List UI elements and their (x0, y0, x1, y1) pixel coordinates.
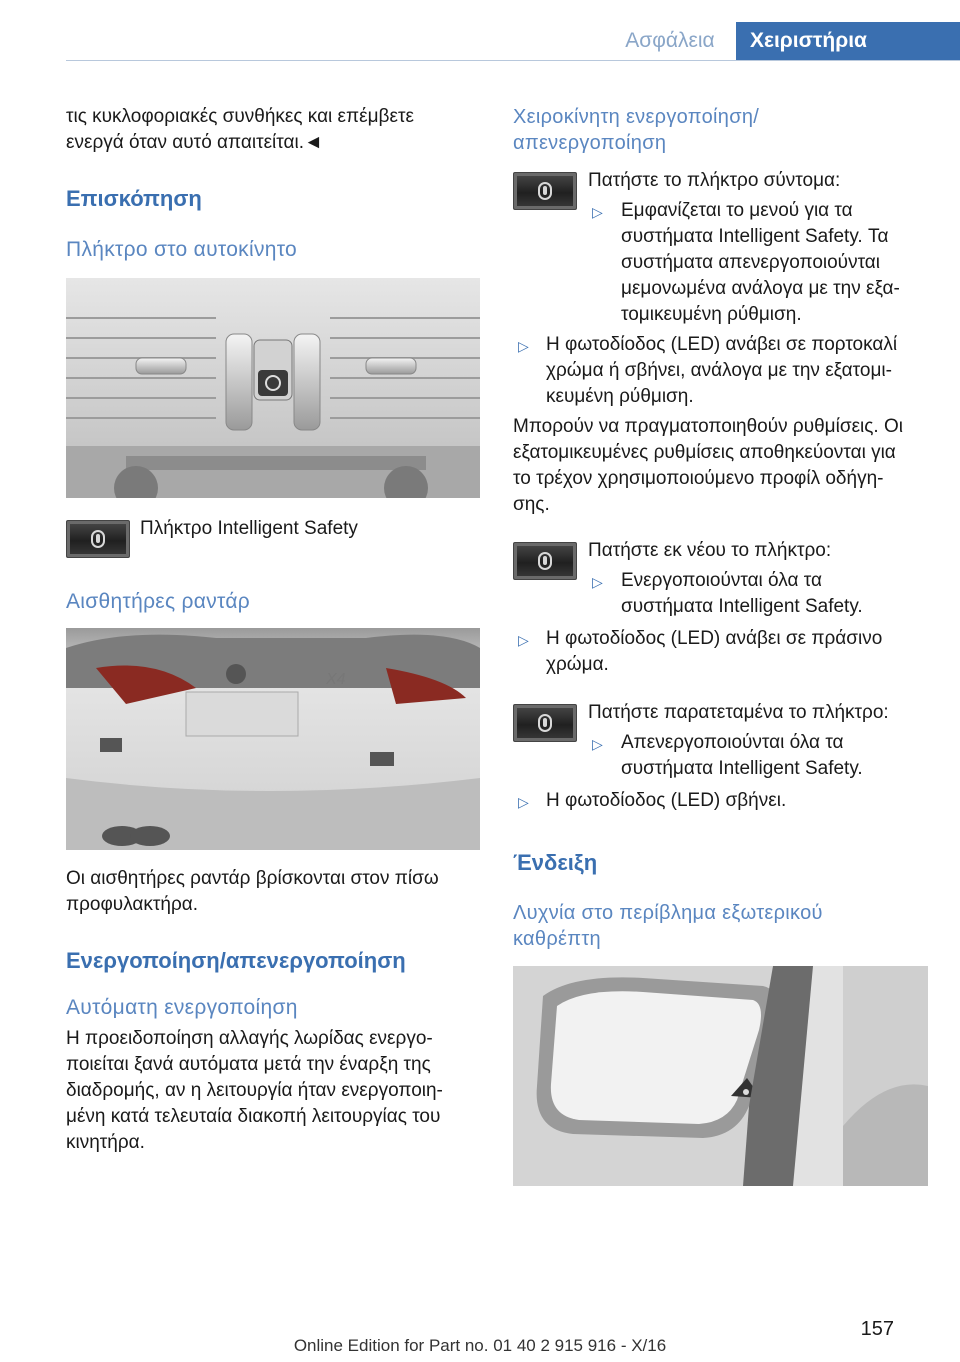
step2-bullet2: Η φωτοδίοδος (LED) ανάβει σε πράσινο χρώμα. (546, 628, 883, 675)
safety-glyph-icon (538, 182, 552, 200)
edition-footer: Online Edition for Part no. 01 40 2 915 916 - X/16 (293, 1336, 667, 1355)
heading-mirror: Λυχνία στο περίβλημα εξωτερικού καθρέπτη (513, 902, 823, 950)
step1-text: Πατήστε το πλήκτρο σύντομα: (588, 170, 841, 191)
step3-button-icon (513, 704, 577, 742)
safety-glyph-icon (91, 530, 105, 548)
safety-glyph-icon (538, 552, 552, 570)
step2-bullet1: Ενεργοποιούνται όλα τα συστήματα Intelligent Safety. (621, 570, 863, 617)
step3-bullet1: Απενεργοποιούνται όλα τα συστήματα Intelligent Safety. (621, 732, 863, 779)
heading-display: Ένδειξη (513, 850, 598, 875)
step1-button-icon (513, 172, 577, 210)
auto-text: Η προειδοποίηση αλλαγής λωρίδας ενεργο- ποιείται ξανά αυτόματα μετά την έναρξη της διαδρομής, αν η λειτουργία ήταν ενεργοποιη- μένη κατά τελευταία διακοπή λειτουργίας του κινητήρα. (66, 1028, 443, 1153)
heading-auto: Αυτόματη ενεργοποίηση (66, 996, 298, 1019)
bullet-icon: ▷ (518, 338, 529, 354)
header-tab-operation[interactable]: Χειριστήρια (736, 22, 960, 60)
heading-onoff: Ενεργοποίηση/απενεργοποίηση (66, 948, 406, 973)
bullet-icon: ▷ (592, 736, 603, 752)
rear-car-illustration (66, 628, 480, 850)
caption-button: Πλήκτρο Intelligent Safety (140, 518, 358, 539)
step3-text: Πατήστε παρατεταμένα το πλήκτρο: (588, 702, 889, 723)
radar-text: Οι αισθητήρες ραντάρ βρίσκονται στον πίσω προφυλακτήρα. (66, 868, 439, 915)
heading-overview: Επισκόπηση (66, 186, 202, 211)
bullet-icon: ▷ (518, 794, 529, 810)
heading-radar: Αισθητήρες ραντάρ (66, 590, 250, 613)
model-badge: X4 (326, 671, 346, 688)
rear-car-photo (66, 628, 480, 850)
step2-button-icon (513, 542, 577, 580)
bullet-icon: ▷ (518, 632, 529, 648)
step3-bullet2: Η φωτοδίοδος (LED) σβήνει. (546, 790, 787, 811)
step1-bullet1: Εμφανίζεται το μενού για τα συστήματα Intelligent Safety. Τα συστήματα απενεργοποιούνται μεμονωμένα ανάλογα με την εξα- τομικευμένη ρύθμιση. (621, 200, 900, 325)
safety-glyph-icon (538, 714, 552, 732)
bullet-icon: ▷ (592, 574, 603, 590)
header-tab-safety[interactable]: Ασφάλεια (625, 29, 715, 52)
mirror-photo (513, 966, 928, 1186)
intro-text: τις κυκλοφοριακές συνθήκες και επέμβετε ενεργά όταν αυτό απαιτείται.◄ (66, 106, 414, 153)
step1-bullet2: Η φωτοδίοδος (LED) ανάβει σε πορτοκαλί χρώμα ή σβήνει, ανάλογα με την εξατομι- κευμένη ρύθμιση. (546, 334, 898, 407)
mirror-illustration (513, 966, 928, 1186)
page-number: 157 (860, 1318, 894, 1340)
heading-button-in-car: Πλήκτρο στο αυτοκίνητο (66, 238, 297, 261)
heading-manual: Χειροκίνητη ενεργοποίηση/ απενεργοποίηση (513, 106, 760, 154)
header-rule (66, 60, 960, 61)
dashboard-illustration (66, 278, 480, 498)
dashboard-photo (66, 278, 480, 498)
settings-text: Μπορούν να πραγματοποιηθούν ρυθμίσεις. Οι εξατομικευμένες ρυθμίσεις αποθηκεύονται για το τρέχον χρησιμοποιούμενο προφίλ οδήγη- σης. (513, 416, 903, 515)
bullet-icon: ▷ (592, 204, 603, 220)
intelligent-safety-button-icon (66, 520, 130, 558)
step2-text: Πατήστε εκ νέου το πλήκτρο: (588, 540, 832, 561)
